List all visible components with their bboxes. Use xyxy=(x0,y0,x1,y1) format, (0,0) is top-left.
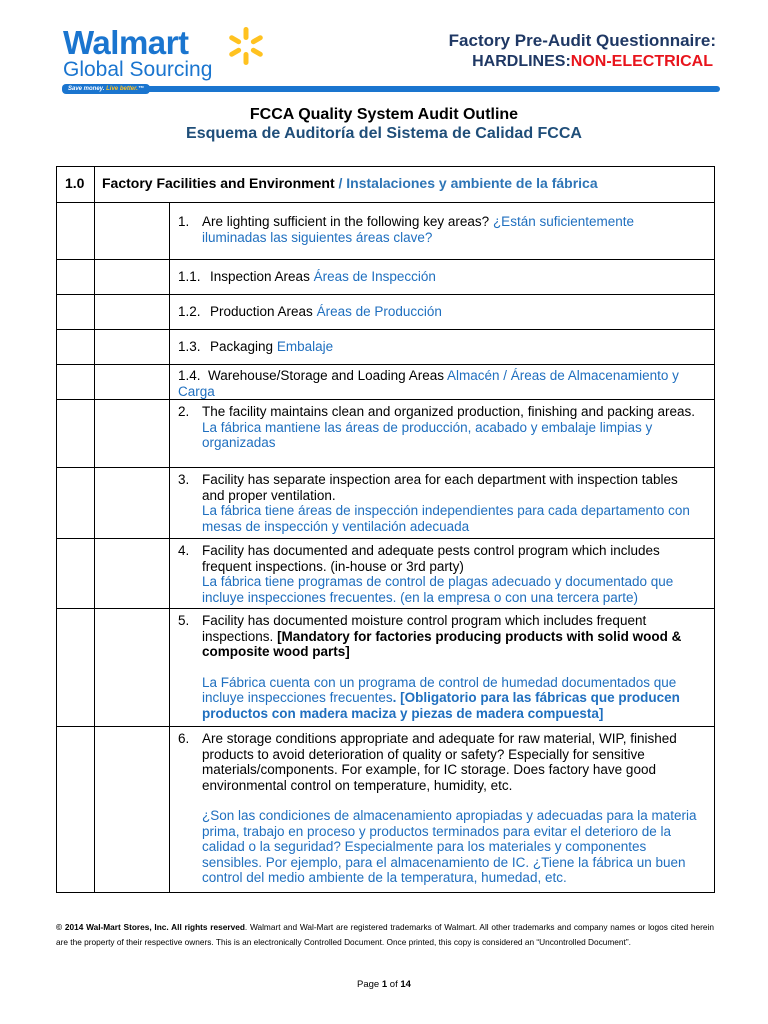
doc-title-en: FCCA Quality System Audit Outline xyxy=(249,106,519,123)
question-cell: 1. Are lighting sufficient in the following key areas? ¿Están suficientemente iluminadas las siguientes áreas clave? xyxy=(170,203,715,260)
notes-cell[interactable] xyxy=(95,203,170,260)
checkbox-cell[interactable] xyxy=(57,260,95,295)
checkbox-cell[interactable] xyxy=(57,609,95,727)
question-cell: 6. Are storage conditions appropriate and adequate for raw material, WIP, finished products to avoid deterioration of quality or safety? Especially for sensitive materials/components. For example, for IC storage. Does factory have good environmental control on temperature, humidity, etc. ¿Son las condiciones de almacenamiento apropiadas y adecuadas para la materia prima, trabajo en proceso y productos terminados para evitar el deterioro de la calidad o la seguridad? Especialmente para los materiales y componentes sensibles. Por ejemplo, para el almacenamiento de IC. ¿Tiene la fábrica un buen control del medio ambiente de la temperatura, humedad, etc. xyxy=(170,727,715,893)
checkbox-cell[interactable] xyxy=(57,330,95,365)
checkbox-cell[interactable] xyxy=(57,727,95,893)
checkbox-cell[interactable] xyxy=(57,468,95,539)
header-rule xyxy=(62,86,720,92)
checkbox-cell[interactable] xyxy=(57,539,95,609)
page-number: Page 1 of 14 xyxy=(357,979,411,990)
table-row xyxy=(57,539,715,609)
notes-cell[interactable] xyxy=(95,260,170,295)
question-cell: 1.4. Warehouse/Storage and Loading Areas Almacén / Áreas de Almacenamiento y Carga xyxy=(170,365,715,400)
logo-division: Global Sourcing xyxy=(63,58,213,81)
section-title: Factory Facilities and Environment / Instalaciones y ambiente de la fábrica xyxy=(95,167,715,203)
question-cell: 4. Facility has documented and adequate pests control program which includes frequent inspections. (in-house or 3rd party) La fábrica tiene programas de control de plagas adecuado y documentado que incluye inspecciones frecuentes. (en la empresa o con una tercera parte) xyxy=(170,539,715,609)
question-cell: 1.3. Packaging Embalaje xyxy=(170,330,715,365)
questionnaire-category: HARDLINES:NON-ELECTRICAL xyxy=(472,53,713,70)
table-row xyxy=(57,330,715,365)
logo-brand: Walmart xyxy=(63,24,189,61)
question-cell: 3. Facility has separate inspection area for each department with inspection tables and proper ventilation. La fábrica tiene áreas de inspección independientes para cada departamento con mesas de inspección y ventilación adecuada xyxy=(170,468,715,539)
section-row xyxy=(57,167,715,203)
checkbox-cell[interactable] xyxy=(57,365,95,400)
table-row xyxy=(57,468,715,539)
walmart-spark-icon xyxy=(226,26,266,66)
table-row xyxy=(57,727,715,893)
table-row xyxy=(57,609,715,727)
notes-cell[interactable] xyxy=(95,468,170,539)
checkbox-cell[interactable] xyxy=(57,295,95,330)
question-cell: 1.2. Production Areas Áreas de Producción xyxy=(170,295,715,330)
notes-cell[interactable] xyxy=(95,609,170,727)
checkbox-cell[interactable] xyxy=(57,400,95,468)
notes-cell[interactable] xyxy=(95,365,170,400)
copyright-notice: © 2014 Wal-Mart Stores, Inc. All rights reserved. Walmart and Wal-Mart are registered trademarks of Walmart. All other trademarks and company names or logos cited herein are the property of their respective owners. This is an electronically Controlled Document. Once printed, this copy is considered an “Uncontrolled Document”. xyxy=(56,922,714,947)
table-row xyxy=(57,365,715,400)
doc-title-es: Esquema de Auditoría del Sistema de Calidad FCCA xyxy=(186,125,582,142)
question-cell: 1.1. Inspection Areas Áreas de Inspección xyxy=(170,260,715,295)
notes-cell[interactable] xyxy=(95,400,170,468)
table-row xyxy=(57,400,715,468)
question-cell: 5. Facility has documented moisture control program which includes frequent inspections. [Mandatory for factories producing products with solid wood & composite wood parts] La Fábrica cuenta con un programa de control de humedad documentados que incluye inspecciones frecuentes. [Obligatorio para las fábricas que producen productos con madera maciza y piezas de madera compuesta] xyxy=(170,609,715,727)
audit-table xyxy=(56,166,715,893)
questionnaire-title: Factory Pre-Audit Questionnaire: xyxy=(448,31,716,50)
question-cell: 2. The facility maintains clean and organized production, finishing and packing areas. La fábrica mantiene las áreas de producción, acabado y embalaje limpias y organizadas xyxy=(170,400,715,468)
notes-cell[interactable] xyxy=(95,727,170,893)
section-number: 1.0 xyxy=(57,167,95,203)
checkbox-cell[interactable] xyxy=(57,203,95,260)
table-row xyxy=(57,203,715,260)
notes-cell[interactable] xyxy=(95,295,170,330)
notes-cell[interactable] xyxy=(95,330,170,365)
table-row xyxy=(57,295,715,330)
table-row xyxy=(57,260,715,295)
notes-cell[interactable] xyxy=(95,539,170,609)
logo-tagline: Save money. Live better.™ xyxy=(62,84,150,94)
